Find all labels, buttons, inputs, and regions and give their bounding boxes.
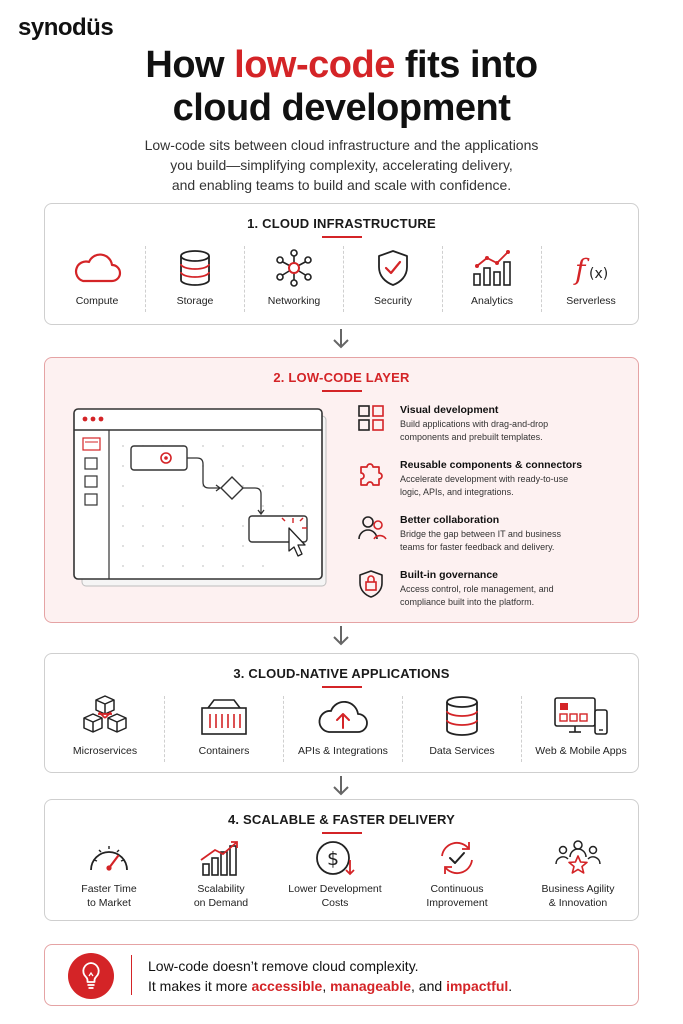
- bar-chart-icon: [470, 248, 514, 288]
- app-item-data-services: Data Services: [412, 694, 512, 758]
- title-underline: [322, 686, 362, 688]
- svg-text:(x): (x): [589, 266, 609, 282]
- infra-item-serverless: f (x) Serverless: [549, 248, 633, 308]
- puzzle-icon: [357, 459, 385, 487]
- infra-item-storage: Storage: [153, 248, 237, 308]
- cubes-icon: [79, 694, 131, 738]
- scalable-delivery-panel: [44, 799, 639, 921]
- conclusion-banner: [44, 944, 639, 1006]
- banner-divider: [131, 955, 132, 995]
- benefit-business-agility: Business Agility & Innovation: [523, 838, 633, 910]
- database-icon: [175, 248, 215, 288]
- low-code-layer-panel: 2. LOW-CODE LAYER Visual development Build applications with drag-and-drop components and prebuilt templates. Reusable components & connectors Accelerate development with ready-to-use logic, APIs, and integrations. Better collaboration Bridge the gap between IT and business teams for faster feedback and delivery. Built-in governance Access control, role management, and compliance built into the platform.: [44, 357, 639, 623]
- page-title: How low-code fits into cloud development: [145, 44, 538, 129]
- cloud-upload-icon: [316, 694, 370, 738]
- app-item-apis: APIs & Integrations: [293, 694, 393, 758]
- svg-text:f: f: [575, 253, 586, 286]
- shield-check-icon: [373, 248, 413, 288]
- users-icon: [357, 514, 387, 542]
- team-star-icon: [553, 838, 603, 878]
- cloud-native-apps-panel: [44, 653, 639, 773]
- flow-arrow-down-icon: [331, 625, 351, 647]
- lightbulb-icon: [67, 952, 115, 1000]
- section-title: 1. CLOUD INFRASTRUCTURE: [247, 216, 436, 231]
- cloud-icon: [71, 248, 123, 288]
- grid-icon: [357, 404, 385, 432]
- infra-item-analytics: Analytics: [450, 248, 534, 308]
- flow-arrow-down-icon: [331, 328, 351, 350]
- section-title: 4. SCALABLE & FASTER DELIVERY: [227, 812, 456, 827]
- benefit-faster-time: Faster Time to Market: [55, 838, 163, 910]
- brand-logo: synodüs: [18, 14, 114, 41]
- benefit-scalability: Scalability on Demand: [167, 838, 275, 910]
- banner-text: Low-code doesn’t remove cloud complexity. It makes it more accessible, manageable, and impactful.: [148, 958, 513, 994]
- title-underline: [322, 390, 362, 392]
- database-icon: [440, 694, 484, 738]
- section-title: 2. LOW-CODE LAYER: [273, 370, 410, 385]
- svg-text:$: $: [326, 848, 340, 870]
- benefit-lower-costs: $ Lower Development Costs: [279, 838, 391, 910]
- app-item-web-mobile: Web & Mobile Apps: [531, 694, 631, 758]
- container-icon: [198, 694, 250, 738]
- cloud-infrastructure-panel: [44, 203, 639, 325]
- dollar-down-icon: [311, 838, 359, 878]
- growth-chart-icon: [197, 838, 245, 878]
- page-subtitle: Low-code sits between cloud infrastructure and the applications you build—simplifying complexity, accelerating delivery, and enabling teams to build and scale with confidence.: [144, 137, 539, 193]
- app-item-containers: Containers: [174, 694, 274, 758]
- infra-item-security: Security: [351, 248, 435, 308]
- section-title: 3. CLOUD-NATIVE APPLICATIONS: [233, 666, 450, 681]
- speedometer-icon: [85, 838, 133, 878]
- network-icon: [274, 248, 314, 288]
- devices-icon: [551, 694, 611, 738]
- cycle-check-icon: [433, 838, 481, 878]
- function-icon: [569, 248, 613, 288]
- lock-shield-icon: [357, 569, 385, 599]
- infra-item-networking: Networking: [252, 248, 336, 308]
- title-underline: [322, 832, 362, 834]
- title-accent: low-code: [234, 44, 395, 86]
- title-underline: [322, 236, 362, 238]
- infra-item-compute: Compute: [55, 248, 139, 308]
- visual-builder-illustration: [71, 406, 329, 588]
- flow-arrow-down-icon: [331, 775, 351, 797]
- app-item-microservices: Microservices: [55, 694, 155, 758]
- benefit-continuous-improvement: Continuous Improvement: [401, 838, 513, 910]
